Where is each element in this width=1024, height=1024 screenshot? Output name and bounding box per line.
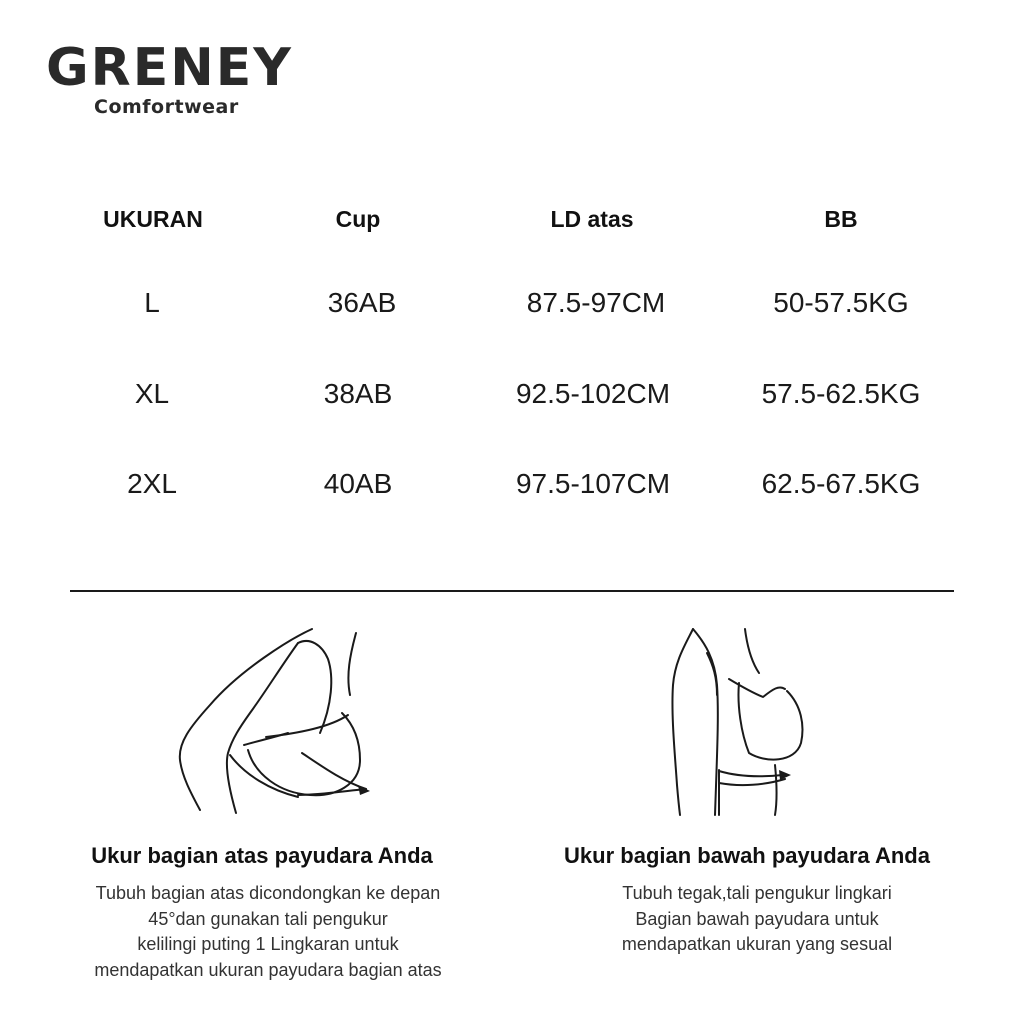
header-cup: Cup (335, 206, 381, 232)
guide-line: Tubuh tegak,tali pengukur lingkari (622, 883, 892, 903)
guide-text-under-bust (622, 881, 892, 958)
header-bb: BB (824, 206, 858, 232)
brand-tagline: Comfortwear (94, 96, 239, 118)
guide-line: 45°dan gunakan tali pengukur (148, 908, 388, 929)
underbust-measure-standing-illustration (655, 625, 815, 820)
table-cell-bb: 57.5-62.5KG (761, 378, 921, 409)
table-cell-ld: 87.5-97CM (526, 287, 666, 318)
bust-measure-leaning-illustration (170, 625, 390, 820)
guide-line: Tubuh bagian atas dicondongkan ke depan (95, 883, 441, 903)
guide-line: Bagian bawah payudara untuk (635, 908, 879, 929)
guide-text-over-bust (94, 881, 441, 983)
header-ukuran: UKURAN (103, 206, 203, 232)
table-cell-cup: 36AB (327, 287, 397, 318)
table-cell-size: L (144, 287, 160, 318)
table-cell-bb: 50-57.5KG (773, 287, 909, 318)
table-cell-bb: 62.5-67.5KG (761, 468, 921, 499)
guide-line: mendapatkan ukuran yang sesual (621, 934, 893, 954)
guide-title-under-bust: Ukur bagian bawah payudara Anda (564, 843, 930, 868)
table-cell-cup: 40AB (323, 468, 393, 499)
guide-line: mendapatkan ukuran payudara bagian atas (94, 959, 442, 980)
table-cell-ld: 92.5-102CM (515, 378, 671, 409)
table-cell-cup: 38AB (323, 378, 393, 409)
table-cell-ld: 97.5-107CM (515, 468, 671, 499)
table-cell-size: XL (134, 378, 170, 409)
table-cell-size: 2XL (127, 468, 177, 499)
guide-title-over-bust: Ukur bagian atas payudara Anda (91, 843, 433, 868)
guide-line: kelilingi puting 1 Lingkaran untuk (137, 934, 399, 954)
header-ld-atas: LD atas (550, 206, 634, 232)
brand-name: GRENEY (46, 38, 293, 98)
section-divider (70, 590, 954, 592)
brand-logo (46, 38, 293, 118)
